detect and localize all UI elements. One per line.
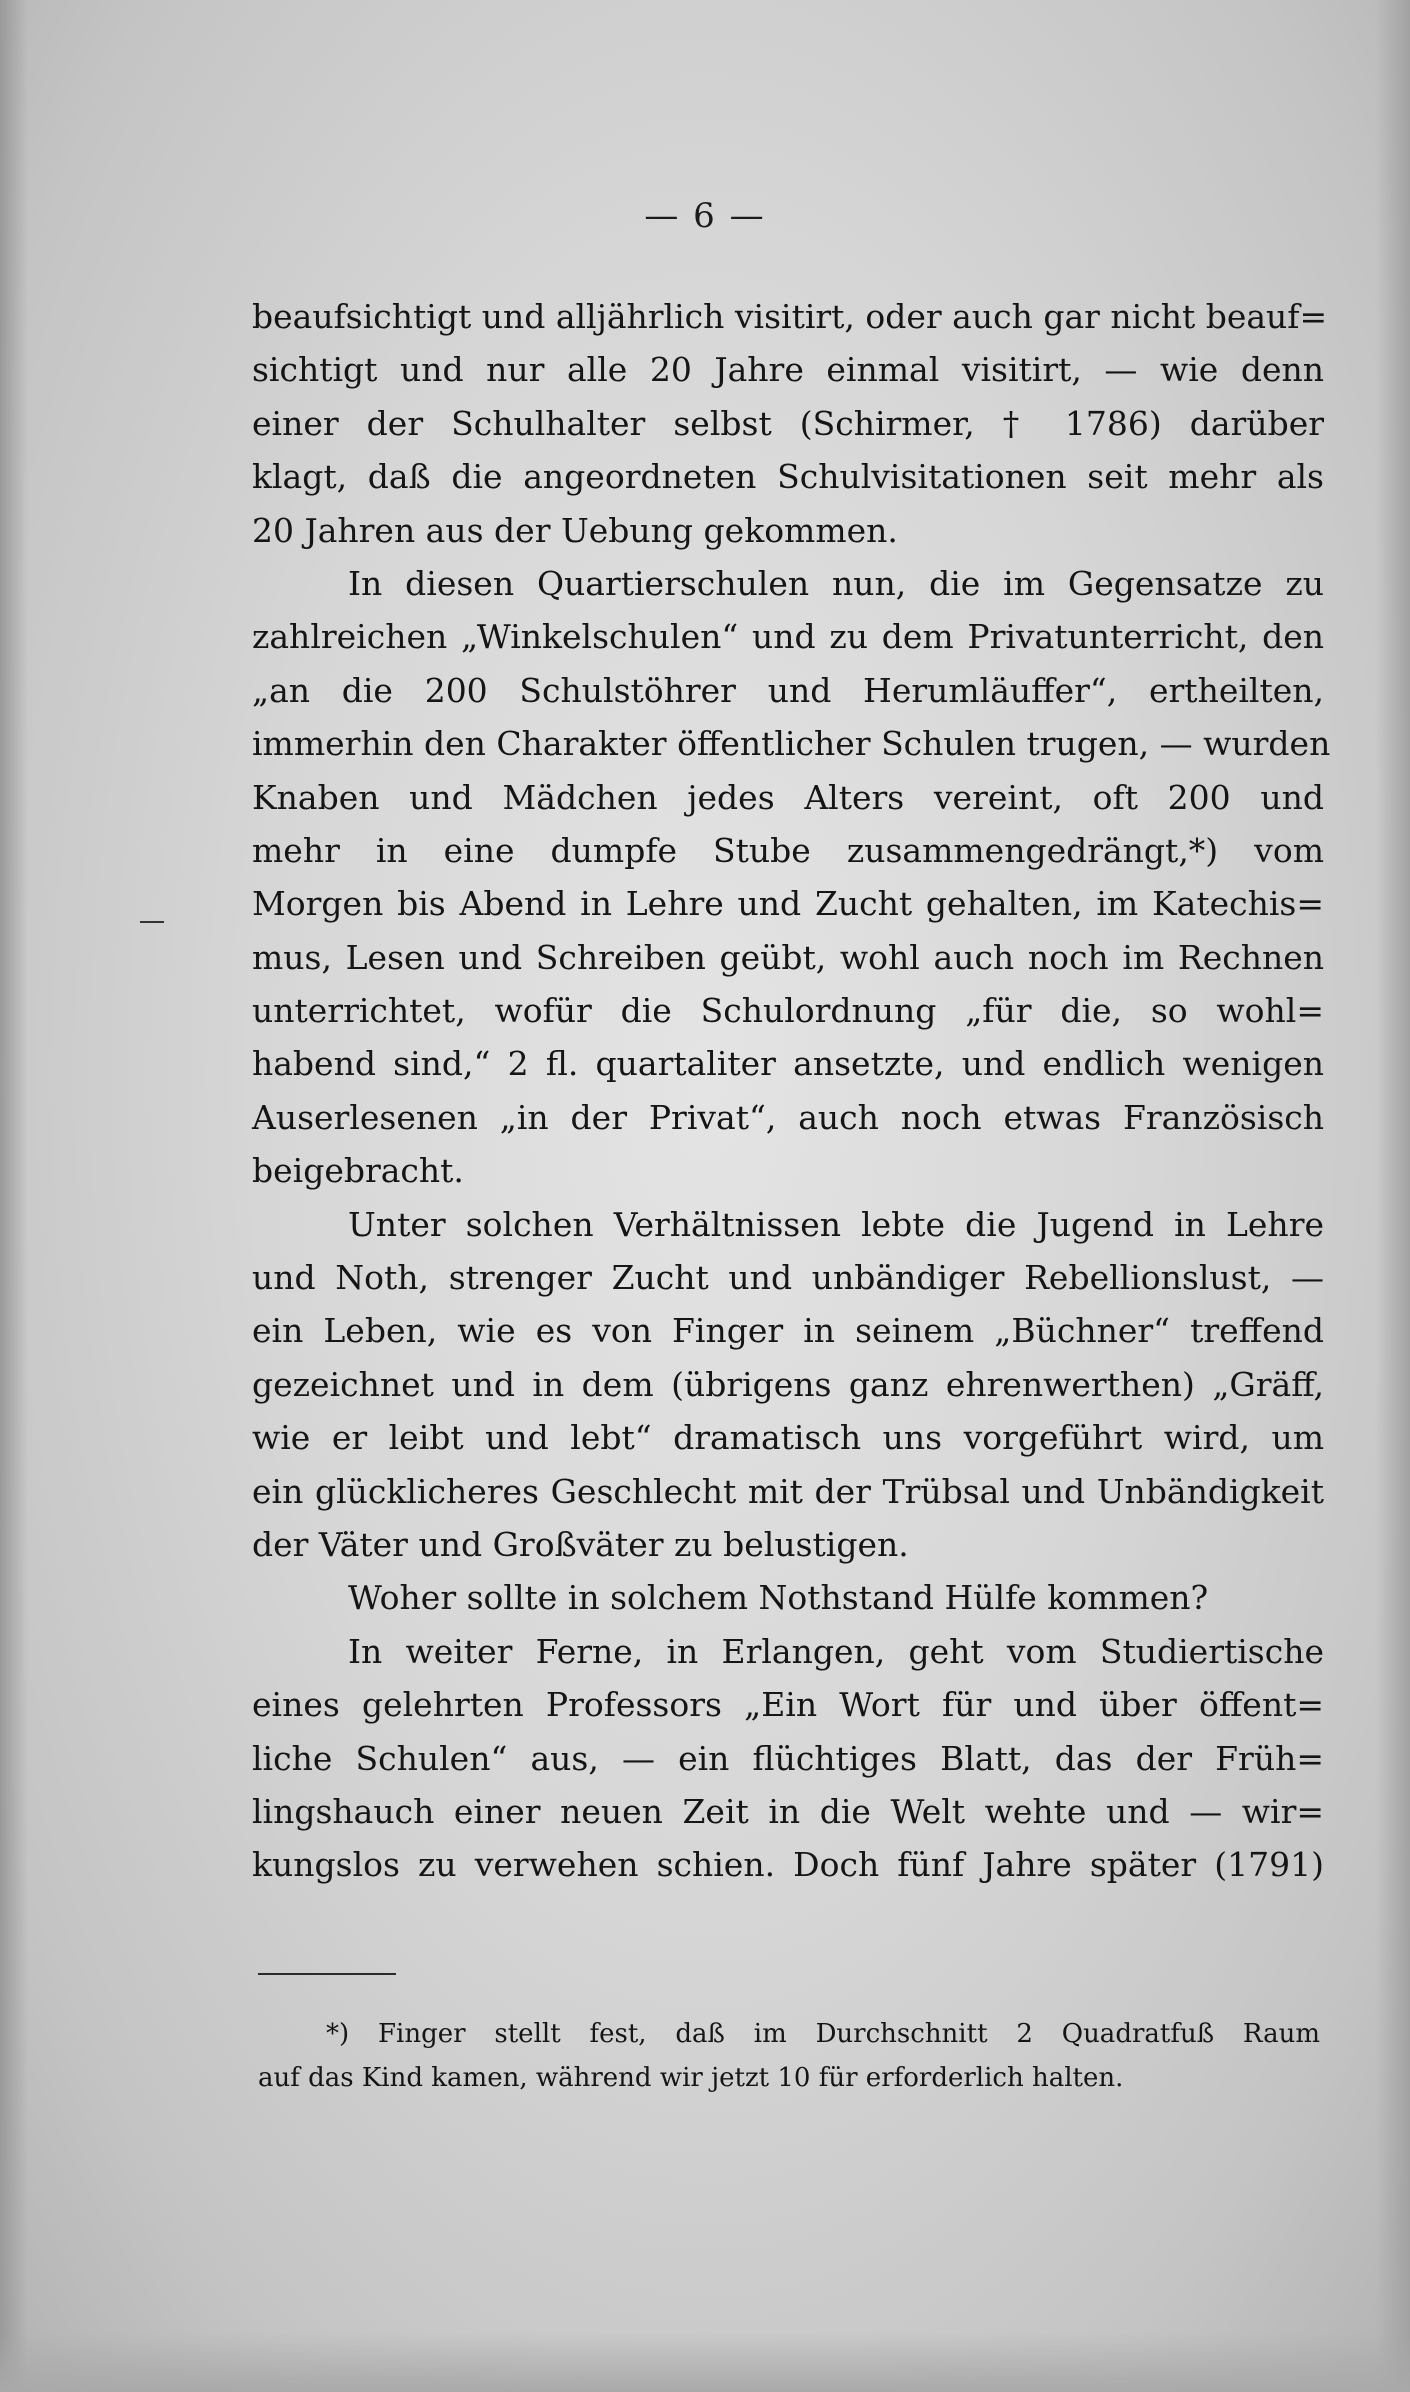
text-line: unterrichtet, wofür die Schulordnung „für die, so wohl= (252, 991, 1324, 1031)
paragraph-2 (252, 557, 1331, 1198)
text-line: sichtigt und nur alle 20 Jahre einmal visitirt, — wie denn (252, 350, 1324, 390)
text-line: Auserlesenen „in der Privat“, auch noch etwas Französisch (252, 1097, 1324, 1137)
text-line: klagt, daß die angeordneten Schulvisitationen seit mehr als (252, 457, 1324, 497)
text-line: ein glücklicheres Geschlecht mit der Trübsal und Unbändigkeit (252, 1471, 1324, 1511)
text-line: der Väter und Großväter zu belustigen. (252, 1524, 909, 1564)
text-line: liche Schulen“ aus, — ein flüchtiges Blatt, das der Früh= (252, 1738, 1324, 1778)
text-line: habend sind,“ 2 fl. quartaliter ansetzte, und endlich wenigen (252, 1044, 1324, 1084)
paragraph-1 (252, 290, 1328, 557)
text-line: beaufsichtigt und alljährlich visitirt, oder auch gar nicht beauf= (252, 297, 1328, 336)
text-line: kungslos zu verwehen schien. Doch fünf Jahre später (1791) (252, 1845, 1324, 1885)
paragraph-5 (252, 1625, 1324, 1892)
paragraph-3 (252, 1198, 1324, 1572)
text-line: einer der Schulhalter selbst (Schirmer, † 1786) darüber (252, 403, 1324, 443)
text-line: lingshauch einer neuen Zeit in die Welt wehte und — wir= (252, 1791, 1324, 1831)
page-shadow-right (1376, 0, 1410, 2392)
footnote-line: auf das Kind kamen, während wir jetzt 10 für erforderlich halten. (258, 2063, 1124, 2093)
text-line: beigebracht. (252, 1151, 464, 1191)
text-line: zahlreichen „Winkelschulen“ und zu dem Privatunterricht, den (252, 617, 1324, 657)
text-line: In weiter Ferne, in Erlangen, geht vom Studiertische (348, 1631, 1324, 1671)
margin-mark (140, 921, 164, 923)
text-line: 20 Jahren aus der Uebung gekommen. (252, 510, 898, 550)
page-shadow-bottom (0, 2332, 1410, 2392)
text-line: mehr in eine dumpfe Stube zusammengedrängt,*) vom (252, 830, 1324, 870)
text-line: Unter solchen Verhältnissen lebte die Jugend in Lehre (348, 1204, 1324, 1244)
page-shadow-left (0, 0, 28, 2392)
footnote-line: *) Finger stellt fest, daß im Durchschnitt 2 Quadratfuß Raum (326, 2019, 1320, 2049)
footnote (258, 2012, 1320, 2100)
text-line: Knaben und Mädchen jedes Alters vereint, oft 200 und (252, 777, 1324, 817)
text-line: gezeichnet und in dem (übrigens ganz ehrenwerthen) „Gräff, (252, 1364, 1324, 1404)
body-text (252, 290, 1331, 1892)
footnote-rule (258, 1973, 396, 1975)
text-line: eines gelehrten Professors „Ein Wort für und über öffent= (252, 1685, 1324, 1725)
text-line: ein Leben, wie es von Finger in seinem „Büchner“ treffend (252, 1311, 1324, 1351)
text-line: Woher sollte in solchem Nothstand Hülfe kommen? (348, 1578, 1209, 1618)
text-line: Morgen bis Abend in Lehre und Zucht gehalten, im Katechis= (252, 884, 1324, 924)
page-number-header: — 6 — (644, 196, 766, 236)
text-line: wie er leibt und lebt“ dramatisch uns vorgeführt wird, um (252, 1418, 1324, 1458)
text-line: In diesen Quartierschulen nun, die im Gegensatze zu (348, 563, 1324, 603)
text-line: immerhin den Charakter öffentlicher Schulen trugen, — wurden (252, 724, 1331, 764)
paragraph-4 (252, 1571, 1324, 1624)
text-line: und Noth, strenger Zucht und unbändiger Rebellionslust, — (252, 1258, 1324, 1298)
text-line: mus, Lesen und Schreiben geübt, wohl auch noch im Rechnen (252, 937, 1324, 977)
text-line: „an die 200 Schulstöhrer und Herumläuffer“, ertheilten, (252, 670, 1324, 710)
